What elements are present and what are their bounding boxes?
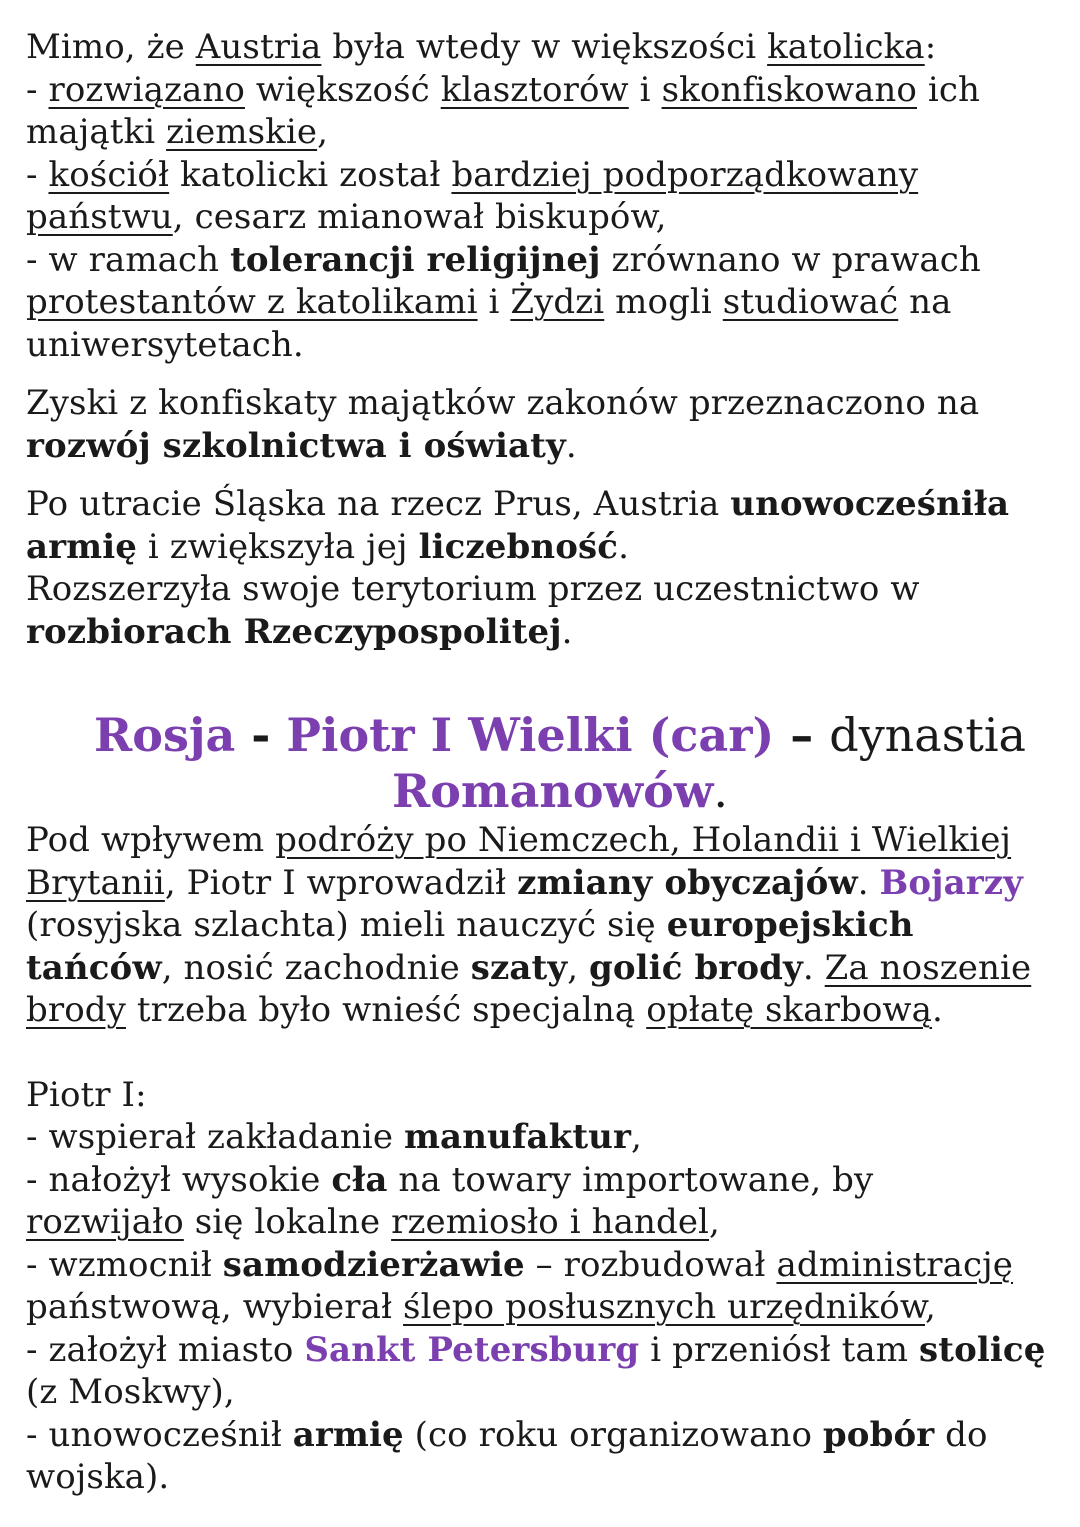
text: .: [857, 862, 880, 903]
text: - wspierał zakładanie: [26, 1117, 404, 1157]
text-line: [26, 154, 1054, 197]
bold-text: zmiany obyczajów: [517, 862, 858, 903]
heading-line: [66, 707, 1054, 763]
text: - w ramach: [26, 239, 231, 280]
heading-dynasty: Romanowów: [391, 764, 714, 818]
bold-text: samodzierżawie: [222, 1244, 525, 1285]
text: większość: [244, 69, 441, 110]
list-item: [26, 1116, 1054, 1159]
text-line: [26, 526, 1054, 569]
profits-paragraph: [26, 382, 1054, 467]
text: majątki: [26, 112, 167, 152]
underlined-text: rozwijało: [26, 1202, 184, 1242]
text: (rosyjska szlachta) mieli nauczyć się: [26, 905, 667, 945]
heading-text: dynastia: [829, 708, 1026, 762]
text: i zwiększyła jej: [136, 526, 419, 567]
bold-text: europejskich: [666, 905, 914, 945]
heading-separator: -: [235, 708, 287, 762]
underlined-text: ślepo posłusznych urzędników: [403, 1287, 925, 1327]
bold-text: tańców: [26, 947, 162, 988]
bold-text: rozbiorach Rzeczypospolitej: [26, 611, 562, 652]
bold-text: unowocześniła: [730, 484, 1010, 524]
text: ,: [709, 1202, 720, 1242]
text-line: [26, 382, 1054, 425]
text-line: [26, 69, 1054, 112]
text: (z Moskwy),: [26, 1372, 235, 1412]
text: do: [934, 1414, 988, 1455]
underlined-text: studiować: [722, 282, 899, 322]
underlined-text: administrację: [776, 1244, 1014, 1285]
text: się lokalne: [183, 1202, 392, 1242]
text-line: [26, 611, 1054, 654]
bold-text: manufaktur: [403, 1117, 631, 1157]
text: i: [628, 69, 662, 110]
text: , cesarz mianował biskupów,: [172, 197, 667, 237]
text: na towary importowane, by: [387, 1159, 874, 1200]
text: .: [802, 947, 825, 988]
highlight-text: Bojarzy: [879, 862, 1023, 903]
text: wojska).: [26, 1457, 170, 1497]
list-item: [26, 1329, 1054, 1372]
text: - nałożył wysokie: [26, 1159, 332, 1200]
peter-customs-paragraph: [26, 819, 1054, 1032]
silesia-paragraph: [26, 483, 1054, 653]
text: była wtedy w większości: [321, 27, 768, 67]
list-title: [26, 1074, 1054, 1117]
text-line: [26, 111, 1054, 154]
text: i przeniósł tam: [639, 1329, 920, 1370]
text: Pod wpływem: [26, 820, 276, 860]
text-line: [26, 425, 1054, 468]
text: ,: [630, 1117, 642, 1157]
text-line: [26, 281, 1054, 324]
text: :: [924, 27, 937, 67]
text: zrównano w prawach: [600, 239, 981, 280]
text: mogli: [604, 282, 723, 322]
underlined-text: opłatę skarbową: [646, 990, 932, 1030]
text-line: [26, 947, 1054, 990]
list-item: [26, 1159, 1054, 1202]
list-item-continued: [26, 1371, 1054, 1414]
text: ich: [917, 69, 981, 110]
underlined-text: katolicka: [767, 27, 925, 67]
text-line: [26, 904, 1054, 947]
bold-text: golić brody: [589, 947, 803, 988]
underlined-text: Żydzi: [510, 282, 605, 322]
list-item-continued: [26, 1456, 1054, 1499]
underlined-text: klasztorów: [440, 69, 629, 110]
list-item: [26, 1414, 1054, 1457]
text: Mimo, że: [26, 27, 196, 67]
text: Rozszerzyła swoje terytorium przez uczestnictwo w: [26, 569, 920, 609]
underlined-text: brody: [26, 990, 126, 1030]
underlined-text: Austria: [195, 27, 322, 67]
text-line: [26, 568, 1054, 611]
text: -: [26, 69, 49, 110]
text-line: [26, 989, 1054, 1032]
text: - wzmocnił: [26, 1244, 223, 1285]
text: , Piotr I wprowadził: [164, 862, 518, 903]
underlined-text: kościół: [48, 154, 170, 195]
underlined-text: podróży po Niemczech, Holandii i Wielkiej: [275, 820, 1012, 860]
underlined-text: Za noszenie: [824, 947, 1032, 988]
list-item-continued: [26, 1201, 1054, 1244]
text: - unowocześnił: [26, 1414, 293, 1455]
bold-text: armię: [26, 526, 137, 567]
text: -: [26, 154, 49, 195]
text-line: [26, 483, 1054, 526]
austria-paragraph: [26, 26, 1054, 366]
peter-reforms-list: [26, 1074, 1054, 1499]
bold-text: armię: [292, 1414, 404, 1455]
text: na: [898, 282, 952, 322]
section-heading: [26, 707, 1054, 819]
underlined-text: państwu: [26, 197, 173, 237]
text: państwową, wybierał: [26, 1287, 404, 1327]
underlined-text: skonfiskowano: [661, 69, 917, 110]
bold-text: szaty: [470, 947, 568, 988]
text: Zyski z konfiskaty majątków zakonów przeznaczono na: [26, 383, 980, 423]
underlined-text: ziemskie: [166, 112, 318, 152]
list-item-continued: [26, 1286, 1054, 1329]
underlined-text: protestantów z katolikami: [26, 282, 478, 322]
text: .: [932, 990, 943, 1030]
text: – rozbudował: [524, 1244, 777, 1285]
bold-text: liczebność: [418, 526, 619, 567]
underlined-text: Brytanii: [26, 862, 165, 903]
heading-ruler: Piotr I Wielki (car): [286, 708, 775, 762]
text: trzeba było wnieść specjalną: [125, 990, 647, 1030]
bold-text: stolicę: [919, 1329, 1046, 1370]
text-line: [26, 26, 1054, 69]
text: i: [477, 282, 511, 322]
list-item: [26, 1244, 1054, 1287]
underlined-text: bardziej podporządkowany: [451, 154, 919, 195]
text: Piotr I:: [26, 1074, 147, 1115]
text: .: [618, 526, 629, 567]
text: (co roku organizowano: [403, 1414, 823, 1455]
heading-line: [66, 763, 1054, 819]
bold-text: cła: [331, 1159, 388, 1200]
text-line: [26, 819, 1054, 862]
text-line: [26, 324, 1054, 367]
text: ,: [567, 947, 590, 988]
text-line: [26, 862, 1054, 905]
text: - założył miasto: [26, 1329, 305, 1370]
text-line: [26, 239, 1054, 282]
text: ,: [317, 112, 328, 152]
text: .: [561, 611, 573, 652]
text-line: [26, 196, 1054, 239]
bold-text: tolerancji religijnej: [230, 239, 601, 280]
text: ,: [925, 1287, 936, 1327]
bold-text: rozwój szkolnictwa i oświaty: [26, 425, 566, 466]
text: .: [565, 425, 577, 466]
text: uniwersytetach.: [26, 324, 304, 365]
underlined-text: rzemiosło i handel: [391, 1202, 710, 1242]
heading-dash: –: [774, 708, 830, 762]
text: katolicki został: [169, 154, 452, 195]
text: , nosić zachodnie: [161, 947, 471, 988]
bold-text: pobór: [822, 1414, 935, 1455]
heading-country: Rosja: [94, 708, 236, 762]
underlined-text: rozwiązano: [48, 69, 245, 110]
heading-period: .: [713, 764, 729, 818]
text: Po utracie Śląska na rzecz Prus, Austria: [26, 484, 731, 524]
highlight-text: Sankt Petersburg: [304, 1329, 640, 1370]
